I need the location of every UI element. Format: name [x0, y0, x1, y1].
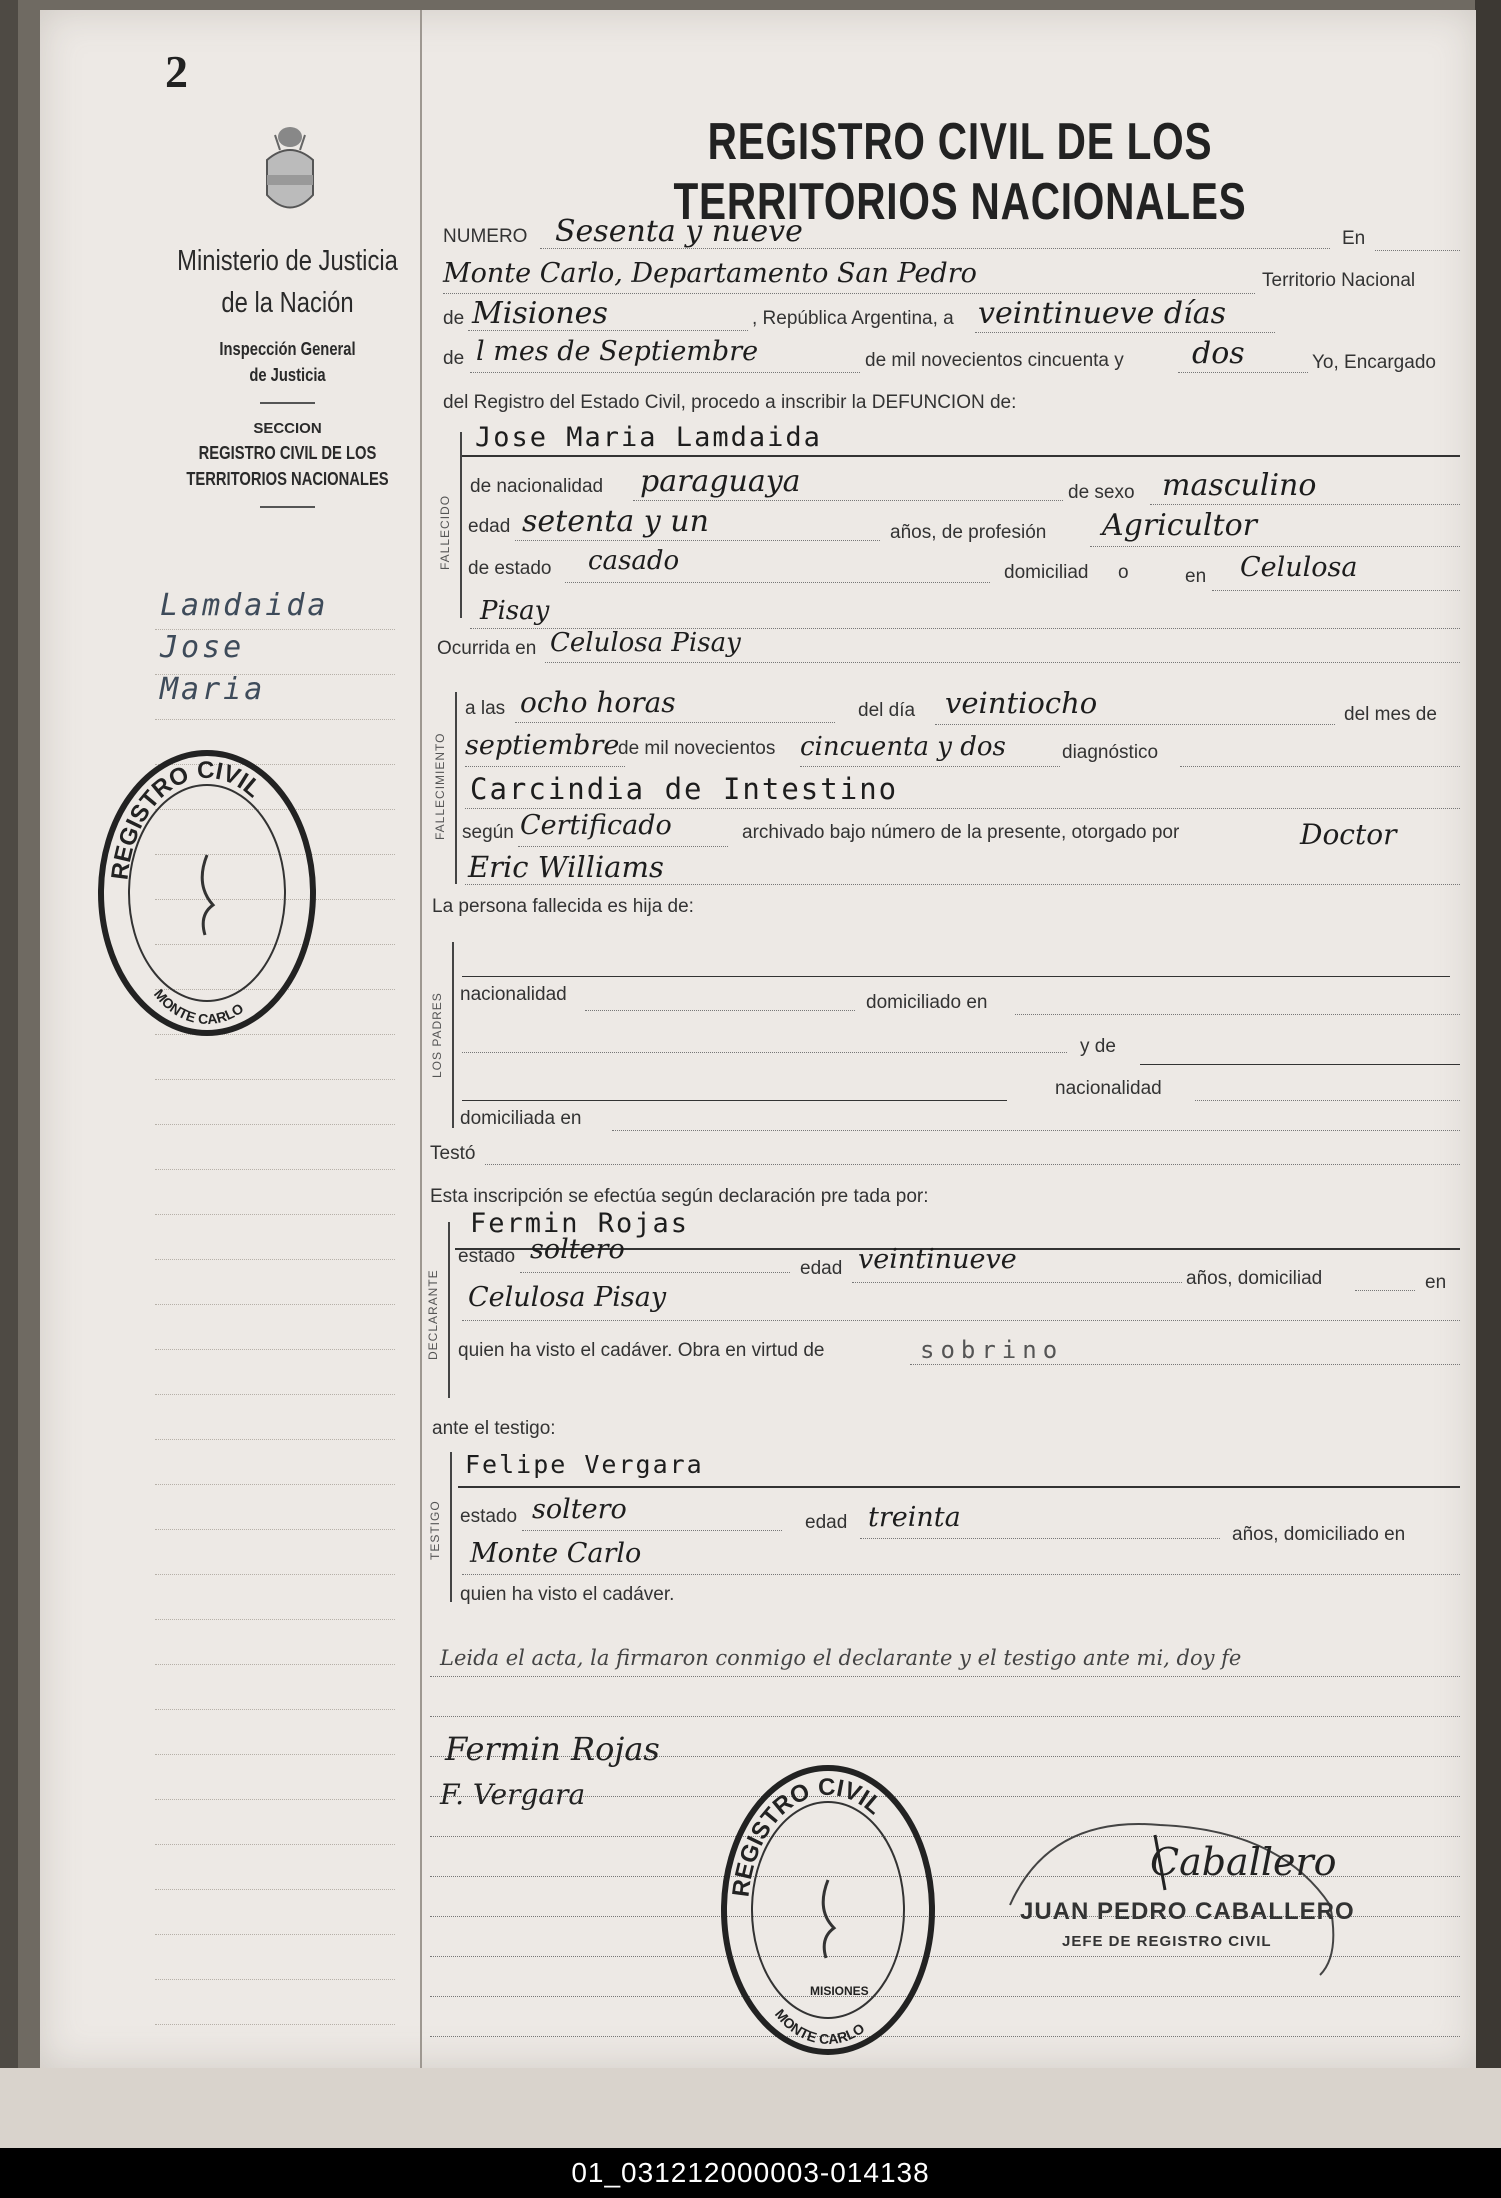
declarante-estado-value: soltero — [530, 1234, 625, 1265]
intro-text: del Registro del Estado Civil, procedo a inscribir la DEFUNCION de: — [443, 392, 1017, 413]
testigo-edad-value: treinta — [868, 1502, 961, 1533]
padre-name-line — [462, 976, 1450, 977]
declarante-intro: Esta inscripción se efectúa según declaración pre tada por: — [430, 1186, 929, 1207]
year-label: de mil novecientos cincuenta y — [865, 350, 1124, 371]
note-line-10 — [430, 2036, 1460, 2037]
testigo-bracket — [450, 1452, 452, 1602]
fallecido-bracket — [460, 432, 462, 618]
certificado-value: Certificado — [520, 810, 672, 841]
declarante-visto-label: quien ha visto el cadáver. Obra en virtud de — [458, 1340, 825, 1361]
testigo-estado-value: soltero — [532, 1494, 627, 1525]
numero-label: NUMERO — [443, 226, 528, 247]
declarante-anos-label: años, domiciliad — [1186, 1268, 1323, 1289]
edad-line — [515, 540, 880, 541]
dia-line — [935, 724, 1335, 725]
anio-value: cincuenta y dos — [800, 732, 1006, 762]
testo-line — [485, 1164, 1460, 1165]
fallecido-side-label: FALLECIDO — [438, 494, 452, 570]
madre-nacionalidad-line — [1195, 1100, 1460, 1101]
dia-label: del día — [858, 700, 916, 721]
testigo-estado-label: estado — [460, 1506, 518, 1527]
profesion-line — [1090, 546, 1460, 547]
declarante-domic-line — [1355, 1290, 1415, 1291]
stamp-bottom-text-2: MONTE CARLO — [771, 2005, 868, 2048]
sexo-value: masculino — [1162, 468, 1317, 503]
ocurrida-value: Celulosa Pisay — [550, 628, 741, 658]
stamp-top-text: REGISTRO CIVIL — [106, 756, 267, 882]
stamp-top-text-2: REGISTRO CIVIL — [727, 1773, 888, 1899]
margin-firstname: Jose — [160, 630, 245, 665]
mes-line — [465, 766, 625, 767]
officer-signature: Caballero — [1150, 1840, 1337, 1884]
declarante-name: Fermin Rojas — [470, 1208, 690, 1239]
officer-title-stamp: JEFE DE REGISTRO CIVIL — [1062, 1933, 1272, 1950]
testigo-visto-label: quien ha visto el cadáver. — [460, 1584, 675, 1605]
padre-domicilio-line — [1015, 1014, 1460, 1015]
madre-nacionalidad-label: nacionalidad — [1055, 1078, 1162, 1099]
nacionalidad-line — [633, 500, 1063, 501]
hora-value: ocho horas — [520, 686, 676, 719]
certificado-line — [518, 846, 728, 847]
fallecimiento-side-label: FALLECIMIENTO — [433, 732, 447, 840]
padres-intro: La persona fallecida es hija de: — [432, 896, 694, 917]
territorio-label: Territorio Nacional — [1262, 270, 1416, 291]
declarante-bracket — [448, 1222, 450, 1398]
testigo-domicilio-line — [462, 1574, 1460, 1575]
declarante-virtud-line — [910, 1364, 1460, 1365]
fallecimiento-bracket — [455, 692, 457, 884]
declarante-edad-label: edad — [800, 1258, 843, 1279]
de2-label: de — [443, 348, 465, 369]
year-value: dos — [1192, 336, 1245, 371]
nacionalidad-value: paraguaya — [640, 464, 801, 499]
doctor-name: Eric Williams — [468, 850, 664, 884]
coat-of-arms-icon — [255, 115, 325, 225]
anos-profesion-label: años, de profesión — [890, 522, 1047, 543]
ocurrida-line — [545, 662, 1460, 663]
republica-label: , República Argentina, a — [752, 308, 954, 329]
madre-domicilio-line — [612, 1130, 1460, 1131]
sexo-label: de sexo — [1068, 482, 1135, 503]
ocurrida-label: Ocurrida en — [437, 638, 537, 659]
month-value: l mes de Septiembre — [476, 336, 759, 367]
image-caption: 01_031212000003-014138 — [0, 2148, 1501, 2198]
padres-bracket — [452, 942, 454, 1128]
diagnostico-value: Carcindia de Intestino — [470, 772, 899, 806]
testigo-signature: F. Vergara — [440, 1778, 586, 1811]
declarante-en-label: en — [1425, 1272, 1447, 1293]
padres-side-label: LOS PADRES — [430, 992, 444, 1078]
mil-novecientos-label: de mil novecientos — [618, 738, 776, 759]
domiciliad-label: domiciliad — [1004, 562, 1089, 583]
doctor-value: Doctor — [1300, 818, 1397, 851]
declarante-domicilio-value: Celulosa Pisay — [468, 1282, 667, 1313]
padre-domiciliado-label: domiciliado en — [866, 992, 988, 1013]
declarante-edad-line — [852, 1282, 1182, 1283]
testo-label: Testó — [430, 1143, 476, 1164]
a-las-label: a las — [465, 698, 506, 719]
registro-civil-stamp-bottom — [718, 1760, 938, 2060]
stamp-inner-text: MISIONES — [810, 1984, 869, 1998]
madre-name-line — [1140, 1064, 1460, 1065]
ministry-rule — [260, 402, 315, 404]
estado-label: de estado — [468, 558, 552, 579]
book-cover-left — [0, 0, 18, 2148]
madre-domiciliada-label: domiciliada en — [460, 1108, 582, 1129]
ministry-rule-bottom — [260, 506, 315, 508]
testigo-side-label: TESTIGO — [428, 1500, 442, 1560]
testigo-intro: ante el testigo: — [432, 1418, 556, 1439]
margin-surname: Lamdaida — [160, 588, 329, 623]
profesion-value: Agricultor — [1102, 508, 1257, 543]
year-line — [1178, 372, 1308, 373]
ministry-line2: de la Nación — [221, 287, 354, 319]
mes-value: septiembre — [465, 730, 620, 761]
padre-nacionalidad-label: nacionalidad — [460, 984, 567, 1005]
place-value: Monte Carlo, Departamento San Pedro — [443, 258, 977, 289]
en-label: En — [1342, 228, 1366, 249]
segun-label: según — [462, 822, 514, 843]
en-line — [1375, 250, 1460, 251]
doctor-line — [465, 884, 1460, 885]
day-line — [975, 332, 1275, 333]
ministry-line1: Ministerio de Justicia — [177, 245, 398, 277]
testigo-edad-line — [860, 1538, 1220, 1539]
declarante-virtud-value: sobrino — [920, 1336, 1064, 1364]
padre-domicilio-line2 — [462, 1052, 1067, 1053]
territory-value: Misiones — [472, 296, 608, 331]
numero-value: Sesenta y nueve — [555, 214, 803, 249]
domicilio-en-label: en — [1185, 566, 1207, 587]
note-line-9 — [430, 1996, 1460, 1997]
declarante-edad-value: veintinueve — [858, 1244, 1017, 1275]
domicilio-line — [1212, 590, 1460, 591]
declarante-estado-label: estado — [458, 1246, 516, 1267]
document-title: REGISTRO CIVIL DE LOS TERRITORIOS NACIONALES — [673, 113, 1247, 231]
stamp-bottom-text: MONTE CARLO — [150, 985, 247, 1028]
diagnostico-label: diagnóstico — [1062, 742, 1159, 763]
edad-label: edad — [468, 516, 511, 537]
book-cover-right — [1475, 0, 1501, 2148]
note-line-1 — [430, 1676, 1460, 1677]
ministry-sub2: de Justicia — [249, 365, 326, 385]
dia-value: veintiocho — [945, 686, 1098, 720]
officer-name-stamp: JUAN PEDRO CABALLERO — [1020, 1898, 1355, 1925]
testigo-name-line — [458, 1486, 1460, 1488]
madre-name-line2 — [462, 1100, 1007, 1101]
diagnostico-line2 — [465, 808, 1460, 809]
ministry-header — [150, 240, 425, 508]
place-line — [443, 293, 1255, 294]
anio-line — [800, 766, 1060, 767]
ministry-sub1: Inspección General — [219, 339, 356, 359]
note-line-2 — [430, 1716, 1460, 1717]
declarante-estado-line — [520, 1272, 790, 1273]
domicilio-value: Celulosa — [1240, 552, 1358, 583]
fallecido-name-line — [462, 455, 1460, 457]
domiciliad-suffix: o — [1118, 562, 1129, 583]
archivado-label: archivado bajo número de la presente, otorgado por — [742, 822, 1180, 843]
declarante-signature: Fermin Rojas — [445, 1730, 660, 1768]
page-number: 2 — [165, 46, 188, 97]
testigo-estado-line — [522, 1530, 782, 1531]
declarante-side-label: DECLARANTE — [426, 1269, 440, 1360]
closing-note: Leida el acta, la firmaron conmigo el declarante y el testigo ante mi, doy fe — [440, 1646, 1242, 1670]
ministry-section: SECCION — [253, 420, 322, 437]
nacionalidad-label: de nacionalidad — [470, 476, 604, 497]
page-edge-bottom — [0, 2068, 1501, 2148]
hora-line — [515, 722, 835, 723]
month-line — [470, 372, 860, 373]
testigo-edad-label: edad — [805, 1512, 848, 1533]
testigo-domicilio-value: Monte Carlo — [470, 1538, 642, 1569]
officer-signature-flourish — [990, 1795, 1350, 1985]
registro-civil-stamp-margin — [95, 745, 320, 1040]
declarante-domicilio-line — [462, 1320, 1460, 1321]
diagnostico-line — [1180, 766, 1460, 767]
mes-label: del mes de — [1344, 704, 1437, 725]
estado-line — [565, 582, 990, 583]
domicilio-value2: Pisay — [480, 596, 550, 626]
fallecido-name: Jose Maria Lamdaida — [475, 422, 822, 453]
edad-value: setenta y un — [522, 504, 709, 539]
estado-value: casado — [588, 546, 680, 576]
sexo-line — [1150, 504, 1460, 505]
yo-label: Yo, Encargado — [1312, 352, 1436, 373]
day-value: veintinueve días — [978, 296, 1226, 331]
testigo-name: Felipe Vergara — [465, 1450, 704, 1479]
padre-nacionalidad-line — [585, 1010, 855, 1011]
testigo-anos-label: años, domiciliado en — [1232, 1524, 1406, 1545]
ministry-section1: REGISTRO CIVIL DE LOS — [198, 443, 377, 463]
ministry-section2: TERRITORIOS NACIONALES — [186, 469, 389, 489]
y-de-label: y de — [1080, 1036, 1116, 1057]
margin-middlename: Maria — [160, 672, 266, 707]
de-label: de — [443, 308, 465, 329]
